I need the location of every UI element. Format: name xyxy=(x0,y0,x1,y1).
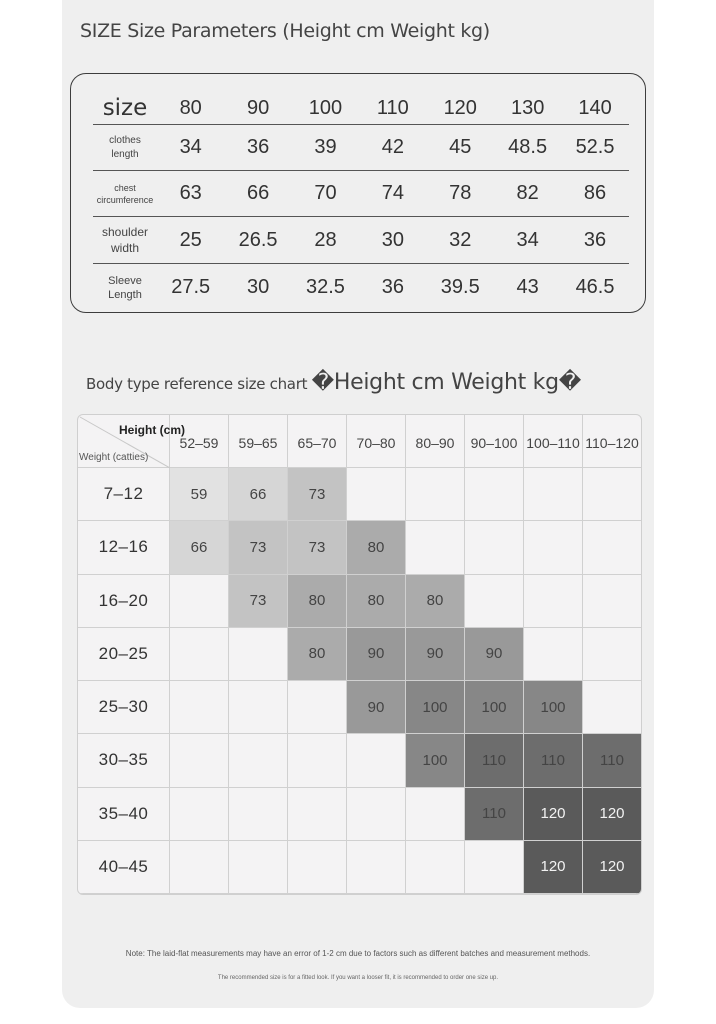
value-cell: 48.5 xyxy=(508,136,548,158)
empty-cell xyxy=(170,734,229,787)
measurement-note: Note: The laid-flat measurements may have an error of 1-2 cm due to factors such as different batches and measurement methods. xyxy=(125,949,591,958)
empty-cell xyxy=(347,788,406,841)
height-range-header: 52–59 xyxy=(170,415,229,468)
weight-range-label: 12–16 xyxy=(78,521,170,574)
row-label-line: chest xyxy=(114,182,136,193)
value-cell: 42 xyxy=(381,136,404,158)
value-cell: 30 xyxy=(381,228,404,251)
size-cell: 73 xyxy=(229,521,288,574)
value-cell: 70 xyxy=(314,182,337,204)
size-cell: 90 xyxy=(465,628,524,681)
value-cell: 39.5 xyxy=(440,276,480,298)
empty-cell xyxy=(465,841,524,894)
height-range-header: 70–80 xyxy=(347,415,406,468)
size-cell: 73 xyxy=(288,468,347,521)
weight-range-label: 40–45 xyxy=(78,841,170,894)
value-cell: 32.5 xyxy=(306,276,345,298)
empty-cell xyxy=(347,734,406,787)
empty-cell xyxy=(288,734,347,787)
empty-cell xyxy=(229,841,288,894)
value-cell: 36 xyxy=(583,228,607,251)
size-cell: 80 xyxy=(347,575,406,628)
reference-chart-title-large: �Height cm Weight kg� xyxy=(311,370,582,395)
empty-cell xyxy=(406,788,465,841)
value-cell: 36 xyxy=(246,136,270,158)
size-cell: 120 xyxy=(524,788,583,841)
size-header-cell: 130 xyxy=(510,96,545,119)
size-header-cell: 140 xyxy=(578,96,612,119)
weight-range-label: 16–20 xyxy=(78,575,170,628)
size-cell: 59 xyxy=(170,468,229,521)
size-cell: 90 xyxy=(406,628,465,681)
size-cell: 120 xyxy=(583,788,642,841)
value-cell: 45 xyxy=(449,136,472,158)
row-label-line: clothes xyxy=(109,134,141,146)
empty-cell xyxy=(406,468,465,521)
empty-cell xyxy=(583,681,642,734)
size-header-label: size xyxy=(102,95,148,121)
size-cell: 73 xyxy=(229,575,288,628)
value-cell: 26.5 xyxy=(238,228,278,251)
empty-cell xyxy=(583,575,642,628)
empty-cell xyxy=(583,521,642,574)
empty-cell xyxy=(583,628,642,681)
parameters-row-chest-circumference xyxy=(93,171,629,217)
weight-range-label: 20–25 xyxy=(78,628,170,681)
empty-cell xyxy=(524,468,583,521)
row-label xyxy=(93,182,157,206)
value-cell: 86 xyxy=(583,182,607,204)
size-cell: 120 xyxy=(583,841,642,894)
value-cell: 32 xyxy=(449,228,472,251)
value-cell: 52.5 xyxy=(575,136,615,158)
row-label xyxy=(93,224,157,256)
size-cell: 80 xyxy=(347,521,406,574)
size-cell: 80 xyxy=(406,575,465,628)
size-header-cell: 110 xyxy=(376,96,409,119)
size-cell: 100 xyxy=(524,681,583,734)
value-cell: 28 xyxy=(314,228,337,251)
size-cell: 110 xyxy=(465,788,524,841)
height-range-header: 90–100 xyxy=(465,415,524,468)
value-cell: 30 xyxy=(246,276,270,298)
empty-cell xyxy=(465,468,524,521)
size-header-cell: 120 xyxy=(443,96,477,119)
empty-cell xyxy=(170,575,229,628)
value-cell: 82 xyxy=(516,182,539,204)
value-cell: 34 xyxy=(516,228,539,251)
value-cell: 63 xyxy=(179,182,202,204)
row-label xyxy=(93,134,157,162)
empty-cell xyxy=(524,628,583,681)
empty-cell xyxy=(406,521,465,574)
empty-cell xyxy=(288,681,347,734)
size-cell: 110 xyxy=(524,734,583,787)
height-range-header: 100–110 xyxy=(524,415,583,468)
value-cell: 46.5 xyxy=(575,276,615,298)
empty-cell xyxy=(229,734,288,787)
body-type-size-grid xyxy=(77,414,642,895)
value-cell: 25 xyxy=(179,228,202,251)
size-parameters-table xyxy=(70,73,646,313)
size-cell: 110 xyxy=(465,734,524,787)
row-label-line: width xyxy=(110,241,139,255)
empty-cell xyxy=(288,788,347,841)
fit-note: The recommended size is for a fitted look. If you want a looser fit, it is recommended to order one size up. xyxy=(217,975,499,981)
size-cell: 110 xyxy=(583,734,642,787)
row-label-line: shoulder xyxy=(101,225,149,239)
size-cell: 100 xyxy=(406,734,465,787)
size-parameters-title: SIZE Size Parameters (Height cm Weight kg) xyxy=(80,20,490,42)
empty-cell xyxy=(465,521,524,574)
empty-cell xyxy=(288,841,347,894)
size-header-cell: 90 xyxy=(246,96,270,119)
size-cell: 120 xyxy=(524,841,583,894)
parameters-row-sleeve-length xyxy=(93,265,629,310)
grid-corner-header xyxy=(78,415,185,468)
empty-cell xyxy=(583,468,642,521)
value-cell: 43 xyxy=(516,276,539,298)
empty-cell xyxy=(229,681,288,734)
height-range-header: 65–70 xyxy=(288,415,347,468)
value-cell: 34 xyxy=(179,136,202,158)
empty-cell xyxy=(170,788,229,841)
size-cell: 90 xyxy=(347,628,406,681)
size-cell: 80 xyxy=(288,575,347,628)
size-header-cell: 100 xyxy=(308,96,343,119)
empty-cell xyxy=(465,575,524,628)
weight-range-label: 7–12 xyxy=(78,468,170,521)
size-cell: 80 xyxy=(288,628,347,681)
row-label-line: circumference xyxy=(96,194,154,205)
weight-axis-label: Weight (catties) xyxy=(79,452,149,463)
value-cell: 78 xyxy=(449,182,472,204)
row-label xyxy=(93,274,157,302)
empty-cell xyxy=(229,628,288,681)
size-cell: 73 xyxy=(288,521,347,574)
value-cell: 66 xyxy=(246,182,270,204)
row-label-line: Length xyxy=(108,288,142,301)
empty-cell xyxy=(170,681,229,734)
row-label-line: length xyxy=(111,148,139,160)
value-cell: 39 xyxy=(314,136,337,158)
empty-cell xyxy=(347,841,406,894)
reference-chart-title xyxy=(86,370,581,395)
empty-cell xyxy=(524,575,583,628)
size-header-cell: 80 xyxy=(179,96,202,119)
size-cell: 100 xyxy=(406,681,465,734)
parameters-row-shoulder-width xyxy=(93,217,629,264)
empty-cell xyxy=(229,788,288,841)
size-cell: 90 xyxy=(347,681,406,734)
height-range-header: 80–90 xyxy=(406,415,465,468)
empty-cell xyxy=(347,468,406,521)
row-label-line: Sleeve xyxy=(108,274,142,287)
weight-range-label: 25–30 xyxy=(78,681,170,734)
height-range-header: 59–65 xyxy=(229,415,288,468)
weight-range-label: 35–40 xyxy=(78,788,170,841)
empty-cell xyxy=(524,521,583,574)
parameters-row-clothes-length xyxy=(93,125,629,171)
value-cell: 36 xyxy=(381,276,404,298)
empty-cell xyxy=(170,841,229,894)
size-cell: 66 xyxy=(229,468,288,521)
size-cell: 100 xyxy=(465,681,524,734)
parameters-header-row xyxy=(93,92,629,125)
weight-range-label: 30–35 xyxy=(78,734,170,787)
height-range-header: 110–120 xyxy=(583,415,642,468)
size-cell: 66 xyxy=(170,521,229,574)
height-axis-label: Height (cm) xyxy=(119,423,185,437)
value-cell: 27.5 xyxy=(171,276,211,298)
reference-chart-title-small: Body type reference size chart xyxy=(86,375,312,393)
empty-cell xyxy=(170,628,229,681)
value-cell: 74 xyxy=(381,182,404,204)
empty-cell xyxy=(406,841,465,894)
